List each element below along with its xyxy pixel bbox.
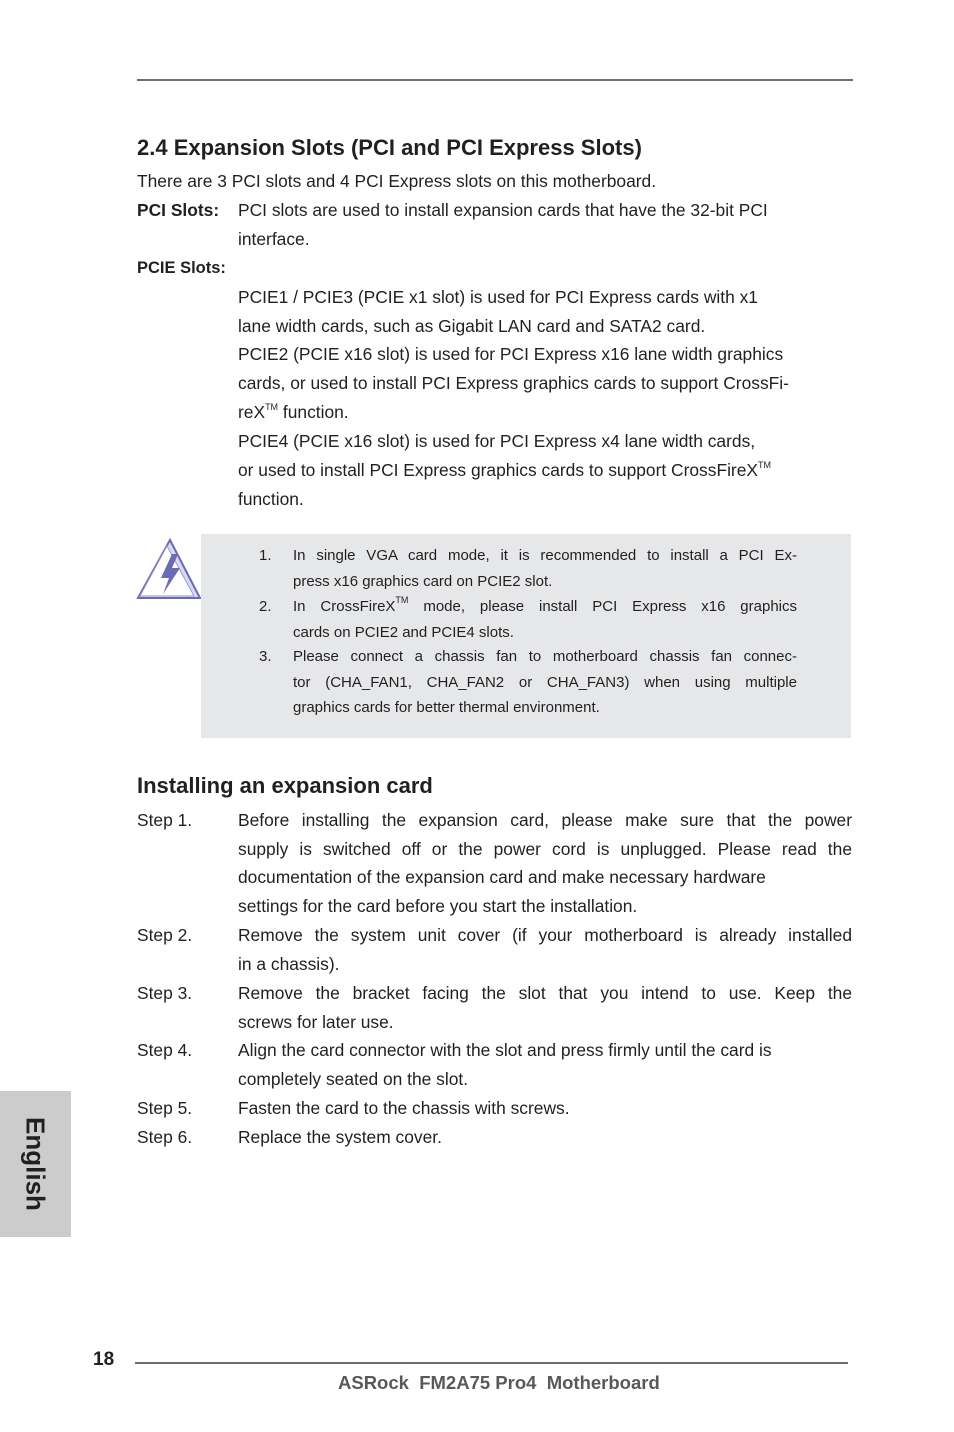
- note-text-line: cards on PCIE2 and PCIE4 slots.: [293, 623, 514, 641]
- tm-mark: TM: [758, 460, 771, 470]
- step-label: Step 4.: [137, 1040, 193, 1060]
- step-text-line: Replace the system cover.: [238, 1127, 442, 1147]
- page-number: 18: [93, 1349, 115, 1370]
- step-text-line: Remove the bracket facing the slot that you intend to use. Keep the: [238, 983, 852, 1003]
- step-label: Step 3.: [137, 983, 193, 1003]
- step-label: Step 6.: [137, 1127, 193, 1147]
- footer-rule: [135, 1362, 848, 1364]
- note-text-line: In single VGA card mode, it is recommended to install a PCI Ex-: [293, 547, 797, 564]
- step-text-line: supply is switched off or the power cord is unplugged. Please read the: [238, 839, 852, 859]
- note-number: 3.: [259, 648, 272, 665]
- pcie2-line1: PCIE2 (PCIE x16 slot) is used for PCI Express x16 lane width graphics: [238, 344, 784, 364]
- step-label: Step 1.: [137, 810, 193, 830]
- step-text-line: Fasten the card to the chassis with screws.: [238, 1098, 570, 1118]
- pcie4-line3: function.: [238, 489, 304, 509]
- pci-slots-label: PCI Slots:: [137, 200, 220, 220]
- note-number: 2.: [259, 598, 272, 615]
- header-rule: [137, 79, 853, 81]
- step-text-line: documentation of the expansion card and make necessary hardware: [238, 867, 766, 887]
- install-title: Installing an expansion card: [137, 773, 433, 798]
- step-label: Step 5.: [137, 1098, 193, 1118]
- pci-slots-text-line2: interface.: [238, 229, 310, 249]
- step-text-line: settings for the card before you start the installation.: [238, 896, 638, 916]
- pcie1-line2: lane width cards, such as Gigabit LAN card and SATA2 card.: [238, 316, 706, 336]
- pci-slots-text-line1: PCI slots are used to install expansion cards that have the 32-bit PCI: [238, 200, 768, 220]
- section-title: 2.4 Expansion Slots (PCI and PCI Express Slots): [137, 135, 642, 160]
- pcie4-line2-text: or used to install PCI Express graphics cards to support CrossFireX: [238, 460, 758, 480]
- step-text-line: Align the card connector with the slot and press firmly until the card is: [238, 1040, 772, 1060]
- pcie2-line2: cards, or used to install PCI Express graphics cards to support CrossFi-: [238, 373, 789, 393]
- note-text-line: graphics cards for better thermal environment.: [293, 699, 600, 716]
- pcie2-line3-a: reX: [238, 402, 266, 422]
- tm-mark: TM: [395, 595, 409, 605]
- step-text-line: Remove the system unit cover (if your motherboard is already installed: [238, 925, 852, 945]
- step-label: Step 2.: [137, 925, 193, 945]
- step-text-line: Before installing the expansion card, please make sure that the power: [238, 810, 852, 830]
- note-text-line: tor (CHA_FAN1, CHA_FAN2 or CHA_FAN3) when using multiple: [293, 673, 797, 691]
- pcie-slots-label: PCIE Slots:: [137, 259, 226, 277]
- pcie4-line1: PCIE4 (PCIE x16 slot) is used for PCI Express x4 lane width cards,: [238, 431, 756, 451]
- note-text-pre: In CrossFireX: [293, 598, 396, 615]
- pcie4-line2: [238, 456, 771, 485]
- footer-title: ASRock FM2A75 Pro4 Motherboard: [338, 1372, 660, 1393]
- language-tab: [0, 1091, 71, 1237]
- note-text-line: [293, 594, 797, 620]
- caution-icon: [136, 536, 202, 602]
- pcie1-line1: PCIE1 / PCIE3 (PCIE x1 slot) is used for PCI Express cards with x1: [238, 287, 758, 307]
- section-intro: There are 3 PCI slots and 4 PCI Express slots on this motherboard.: [137, 171, 657, 191]
- note-number: 1.: [259, 547, 272, 564]
- language-tab-label: English: [20, 1117, 51, 1211]
- note-text-line: press x16 graphics card on PCIE2 slot.: [293, 572, 553, 590]
- note-text-line: Please connect a chassis fan to motherboard chassis fan connec-: [293, 648, 797, 665]
- step-text-line: in a chassis).: [238, 954, 340, 974]
- pcie2-line3: [238, 398, 349, 427]
- pcie2-line3-b: function.: [278, 402, 349, 422]
- note-text-post: mode, please install PCI Express x16 graphics: [408, 598, 798, 615]
- step-text-line: completely seated on the slot.: [238, 1069, 469, 1089]
- step-text-line: screws for later use.: [238, 1012, 394, 1032]
- tm-mark: TM: [265, 402, 279, 412]
